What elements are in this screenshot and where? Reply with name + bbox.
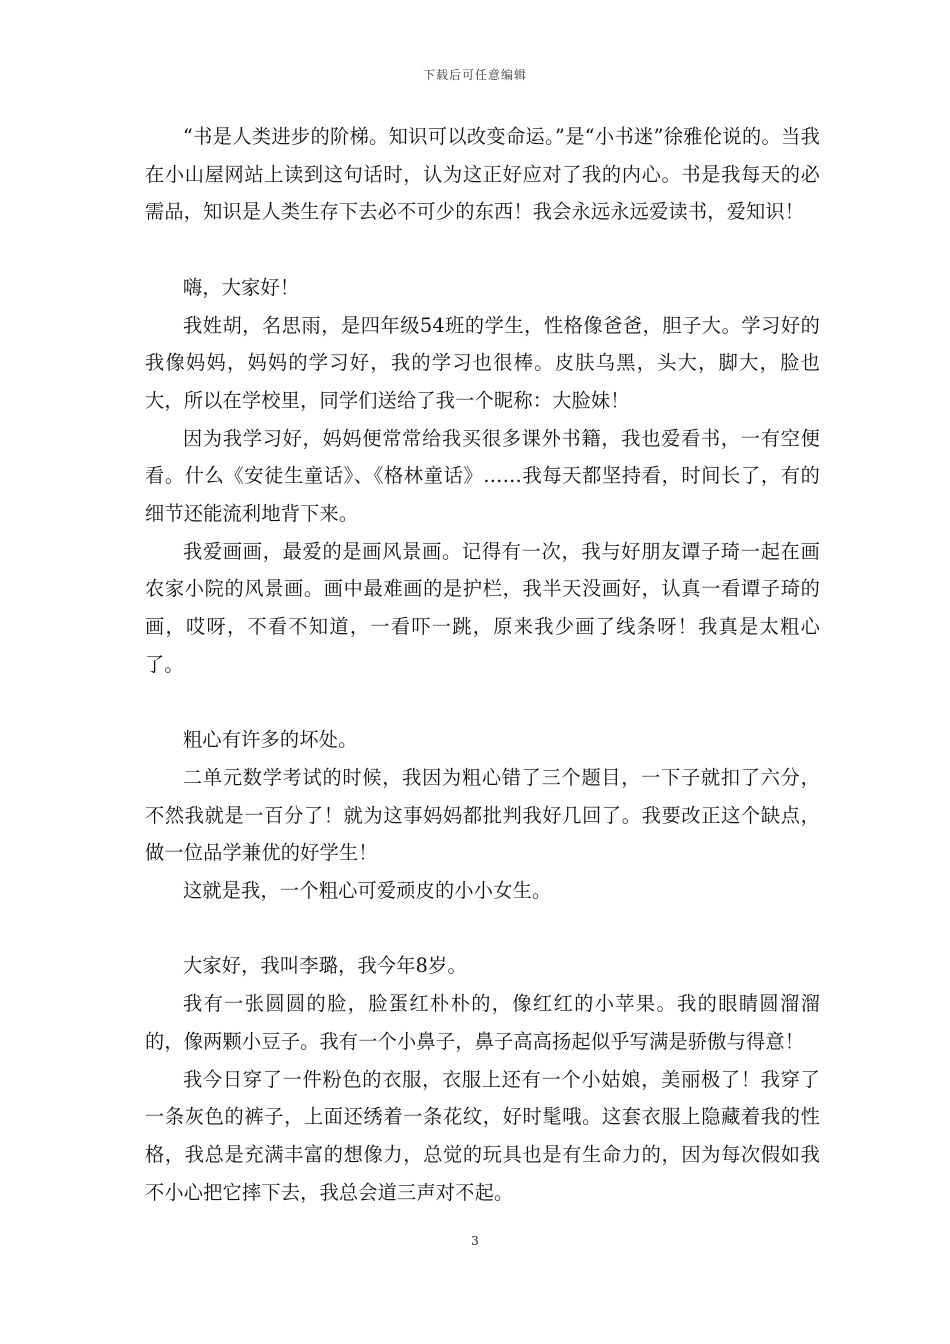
paragraph: 我姓胡，名思雨，是四年级54班的学生，性格像爸爸，胆子大。学习好的我像妈妈，妈妈的学习好，我的学习也很棒。皮肤乌黑，头大，脚大，脸也大，所以在学校里，同学们送给了我一个昵称：大脸妹！ <box>145 313 820 412</box>
section-gap <box>145 910 820 948</box>
paragraph: 这就是我，一个粗心可爱顽皮的小小女生。 <box>183 879 552 903</box>
paragraph: 粗心有许多的坏处。 <box>183 728 358 752</box>
paragraph: 我爱画画，最爱的是画风景画。记得有一次，我与好朋友谭子琦一起在画农家小院的风景画。画中最难画的是护栏，我半天没画好，认真一看谭子琦的画，哎呀，不看不知道，一看吓一跳，原来我少画了线条呀！我真是太粗心了。 <box>145 539 820 676</box>
paragraph: 因为我学习好，妈妈便常常给我买很多课外书籍，我也爱看书，一有空便看。什么《安徒生童话》、《格林童话》……我每天都坚持看，时间长了，有的细节还能流利地背下来。 <box>145 426 820 526</box>
document-body <box>145 118 820 1211</box>
paragraph: 二单元数学考试的时候，我因为粗心错了三个题目，一下子就扣了六分，不然我就是一百分了！就为这事妈妈都批判我好几回了。我要改正这个缺点，做一位品学兼优的好学生！ <box>145 765 820 865</box>
paragraph: 大家好，我叫李璐，我今年8岁。 <box>183 954 467 978</box>
section-gap <box>145 231 820 269</box>
paragraph: “书是人类进步的阶梯。知识可以改变命运。”是“小书迷”徐雅伦说的。当我在小山屋网站上读到这句话时，认为这正好应对了我的内心。书是我每天的必需品，知识是人类生存下去必不可少的东西！我会永远永远爱读书，爱知识！ <box>145 125 820 224</box>
paragraph: 我今日穿了一件粉色的衣服，衣服上还有一个小姑娘，美丽极了！我穿了一条灰色的裤子，上面还绣着一条花纹，好时髦哦。这套衣服上隐藏着我的性格，我总是充满丰富的想像力，总觉的玩具也是有生命力的，因为每次假如我不小心把它摔下去，我总会道三声对不起。 <box>145 1067 820 1204</box>
paragraph: 我有一张圆圆的脸，脸蛋红朴朴的，像红红的小苹果。我的眼睛圆溜溜的，像两颗小豆子。我有一个小鼻子，鼻子高高扬起似乎写满是骄傲与得意！ <box>145 992 820 1053</box>
page-header: 下载后可任意编辑 <box>422 68 527 82</box>
page-number: 3 <box>471 1234 479 1248</box>
section-gap <box>145 684 820 722</box>
paragraph: 嗨，大家好！ <box>183 275 300 299</box>
